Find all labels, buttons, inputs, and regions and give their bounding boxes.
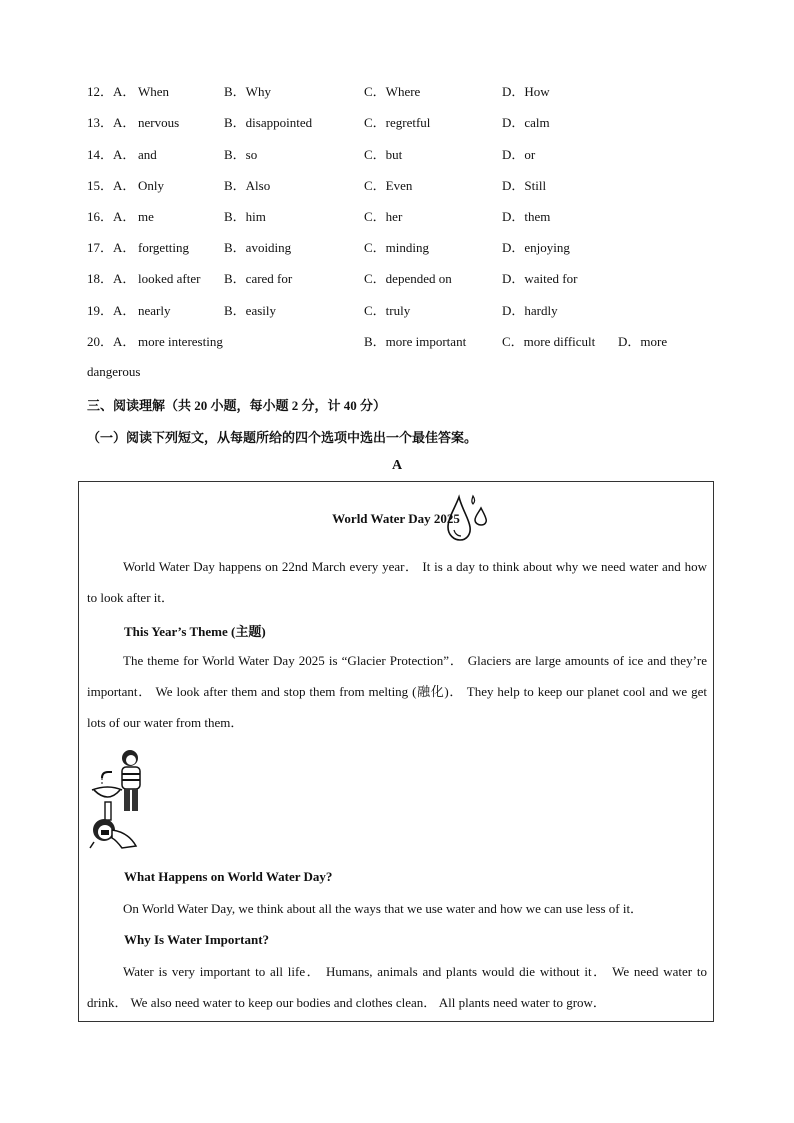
question-number-a: 19．A． xyxy=(87,303,136,318)
option-c: C．but xyxy=(364,147,403,162)
water-drop-icon xyxy=(445,494,491,542)
option-b: B．him xyxy=(224,209,266,224)
option-c: C．more difficult xyxy=(502,334,596,349)
option-a: nervous xyxy=(138,115,180,130)
option-a: Only xyxy=(138,178,164,193)
option-b: B．more important xyxy=(364,334,467,349)
option-a: When xyxy=(138,84,170,99)
question-number-a: 14．A． xyxy=(87,147,136,162)
option-d: D．them xyxy=(502,209,551,224)
question-number-a: 17．A． xyxy=(87,240,136,255)
what-happens-paragraph: On World Water Day, we think about all the ways that we use water and how we can use less of it． xyxy=(123,901,644,916)
children-washing-image xyxy=(88,748,144,850)
option-c: C．her xyxy=(364,209,403,224)
option-d: D．hardly xyxy=(502,303,558,318)
question-number-a: 20．A． xyxy=(87,334,136,349)
question-number-a: 18．A． xyxy=(87,271,136,286)
option-b: B．easily xyxy=(224,303,276,318)
option-d: D．enjoying xyxy=(502,240,570,255)
section-instructions: （一）阅读下列短文，从每题所给的四个选项中选出一个最佳答案。 xyxy=(87,430,478,445)
passage-title: World Water Day 2025 xyxy=(332,511,460,526)
what-happens-heading: What Happens on World Water Day? xyxy=(124,869,333,884)
option-b: B．disappointed xyxy=(224,115,313,130)
option-d: D．How xyxy=(502,84,550,99)
option-a: looked after xyxy=(138,271,201,286)
passage-intro: World Water Day happens on 22nd March every year． It is a day to think about why we need water and how to look after it． xyxy=(87,559,707,605)
option-c: C．Where xyxy=(364,84,421,99)
question-number-a: 15．A． xyxy=(87,178,136,193)
option-c: C．minding xyxy=(364,240,430,255)
option-a: nearly xyxy=(138,303,171,318)
option-d: D．calm xyxy=(502,115,550,130)
option-d-continuation: dangerous xyxy=(87,364,141,379)
theme-heading: This Year’s Theme (主题) xyxy=(124,624,266,639)
option-c: C．regretful xyxy=(364,115,431,130)
question-number-a: 12．A． xyxy=(87,84,136,99)
option-b: B．Why xyxy=(224,84,271,99)
option-d: D．more xyxy=(618,334,668,349)
option-c: C．Even xyxy=(364,178,413,193)
option-d: D．waited for xyxy=(502,271,578,286)
why-important-heading: Why Is Water Important? xyxy=(124,932,270,947)
option-b: B．Also xyxy=(224,178,271,193)
option-c: C．depended on xyxy=(364,271,452,286)
theme-paragraph: The theme for World Water Day 2025 is “Glacier Protection”． Glaciers are large amounts of ice and they’re important． We look after them and stop them from melting (融化)． They help to keep our planet cool and we get lots of our water from them． xyxy=(87,653,707,730)
passage-label: A xyxy=(391,458,403,473)
why-important-paragraph: Water is very important to all life． Humans, animals and plants would die without it． We need water to drink． We also need water to keep our bodies and clothes clean． All plants need water to grow． xyxy=(87,964,707,1010)
passage-box xyxy=(78,481,714,1022)
question-number-a: 13．A． xyxy=(87,115,136,130)
option-a: forgetting xyxy=(138,240,190,255)
option-a: me xyxy=(138,209,154,224)
option-b: B．avoiding xyxy=(224,240,292,255)
option-c: C．truly xyxy=(364,303,411,318)
option-b: B．so xyxy=(224,147,258,162)
option-d: D．Still xyxy=(502,178,547,193)
section-title: 三、阅读理解（共 20 小题，每小题 2 分，计 40 分） xyxy=(87,398,387,413)
option-a: and xyxy=(138,147,157,162)
option-b: B．cared for xyxy=(224,271,293,286)
option-d: D．or xyxy=(502,147,536,162)
option-a: more interesting xyxy=(138,334,223,349)
question-number-a: 16．A． xyxy=(87,209,136,224)
